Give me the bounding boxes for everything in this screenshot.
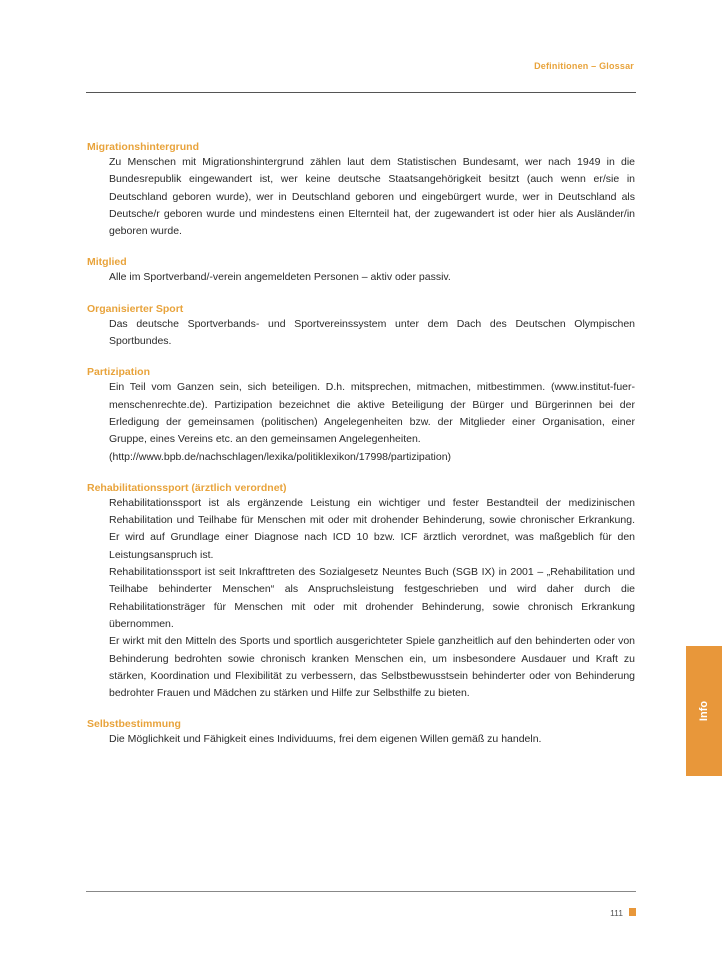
glossary-entry-migrationshintergrund	[87, 140, 635, 240]
glossary-term: Migrationshintergrund	[87, 141, 199, 153]
definition-paragraph: Zu Menschen mit Migrationshintergrund zählen laut dem Statistischen Bundesamt, wer nach 1949 in die Bundesrepublik eingewandert ist, wer keine deutsche Staatsangehörigkeit besitzt (auch wenn er/sie in Deutschland geboren wurde), wer in Deutschland geboren und eingebürgert wurde, wer in Deutschland als Deutsche/r geboren wurde und mindestens einen Elternteil hat, der zugewandert ist oder hier als Ausländer/in geboren wurde.	[109, 156, 635, 238]
definition-paragraph: Das deutsche Sportverbands- und Sportvereinssystem unter dem Dach des Deutschen Olympischen Sportbundes.	[109, 317, 635, 348]
glossary-term: Selbstbestimmung	[87, 718, 181, 731]
glossary-definition	[109, 316, 635, 351]
definition-paragraph: Ein Teil vom Ganzen sein, sich beteiligen. D.h. mitsprechen, mitmachen, mitbestimmen. (www.institut-fuer-menschenrechte.de). Partizipation bezeichnet die aktive Beteiligung der Bürger und Bürgerinnen bei der Erledigung der gemeinsamen (politischen) Angelegenheiten bzw. der Mitglieder einer Organisation, einer Gruppe, eines Vereins etc. an den gemeinsamen Angelegenheiten.	[109, 381, 635, 446]
glossary-definition	[109, 154, 635, 240]
glossary-entry-partizipation	[87, 365, 635, 465]
glossary-term: Partizipation	[87, 366, 151, 379]
header-rule	[86, 92, 636, 93]
glossary-entry-selbstbestimmung	[87, 717, 635, 748]
page-number: 111	[610, 908, 623, 918]
glossary-entry-rehabilitationssport	[87, 481, 635, 703]
definition-paragraph: Er wirkt mit den Mitteln des Sports und sportlich ausgerichteter Spiele ganzheitlich auf den behinderten oder von Behinderung bedrohten sowie chronisch kranken Menschen ein, um insbesondere Ausdauer und Kraft zu stärken, Koordination und Flexibilität zu verbessern, das Selbstbewusstsein behinderter oder von Behinderung bedrohter Frauen und Mädchen zu stärken und Hilfe zur Selbsthilfe zu bieten.	[109, 635, 635, 700]
glossary-definition	[109, 379, 635, 465]
glossary-content	[87, 140, 635, 764]
glossary-definition	[109, 731, 635, 748]
definition-source-link: (http://www.bpb.de/nachschlagen/lexika/politiklexikon/17998/partizipation)	[109, 450, 452, 463]
glossary-definition	[109, 495, 635, 703]
definition-paragraph: Rehabilitationssport ist als ergänzende Leistung ein wichtiger und fester Bestandteil der medizinischen Rehabilitation und Teilhabe für Menschen mit oder mit drohender Behinderung, sowie chronischer Erkrankung. Er wird auf Grundlage einer Diagnose nach ICD 10 bzw. ICF ärztlich verordnet, was maßgeblich für den Leistungsanspruch ist.	[109, 496, 635, 561]
glossary-entry-mitglied	[87, 255, 635, 286]
side-tab-label: Info	[698, 700, 710, 722]
definition-paragraph: Rehabilitationssport ist seit Inkrafttreten des Sozialgesetz Neuntes Buch (SGB IX) in 2001 – „Rehabilitation und Teilhabe behinderter Menschen“ als Anspruchsleistung festgeschrieben und wird daher durch die Rehabilitationsträger für Menschen mit oder mit drohender Behinderung, sowie chronisch Erkrankung übernommen.	[109, 566, 635, 630]
page-marker-square	[629, 908, 636, 916]
glossary-term: Rehabilitationssport (ärztlich verordnet)	[87, 481, 287, 494]
running-head: Definitionen – Glossar	[534, 61, 634, 71]
glossary-entry-organisierter-sport	[87, 302, 635, 351]
definition-paragraph: Die Möglichkeit und Fähigkeit eines Individuums, frei dem eigenen Willen gemäß zu handeln.	[109, 733, 542, 746]
glossary-term: Organisierter Sport	[87, 302, 184, 315]
glossary-definition	[109, 269, 635, 286]
side-tab	[686, 646, 722, 776]
footer-rule	[86, 891, 636, 892]
glossary-term: Mitglied	[87, 256, 127, 269]
definition-paragraph: Alle im Sportverband/-verein angemeldeten Personen – aktiv oder passiv.	[109, 271, 451, 284]
